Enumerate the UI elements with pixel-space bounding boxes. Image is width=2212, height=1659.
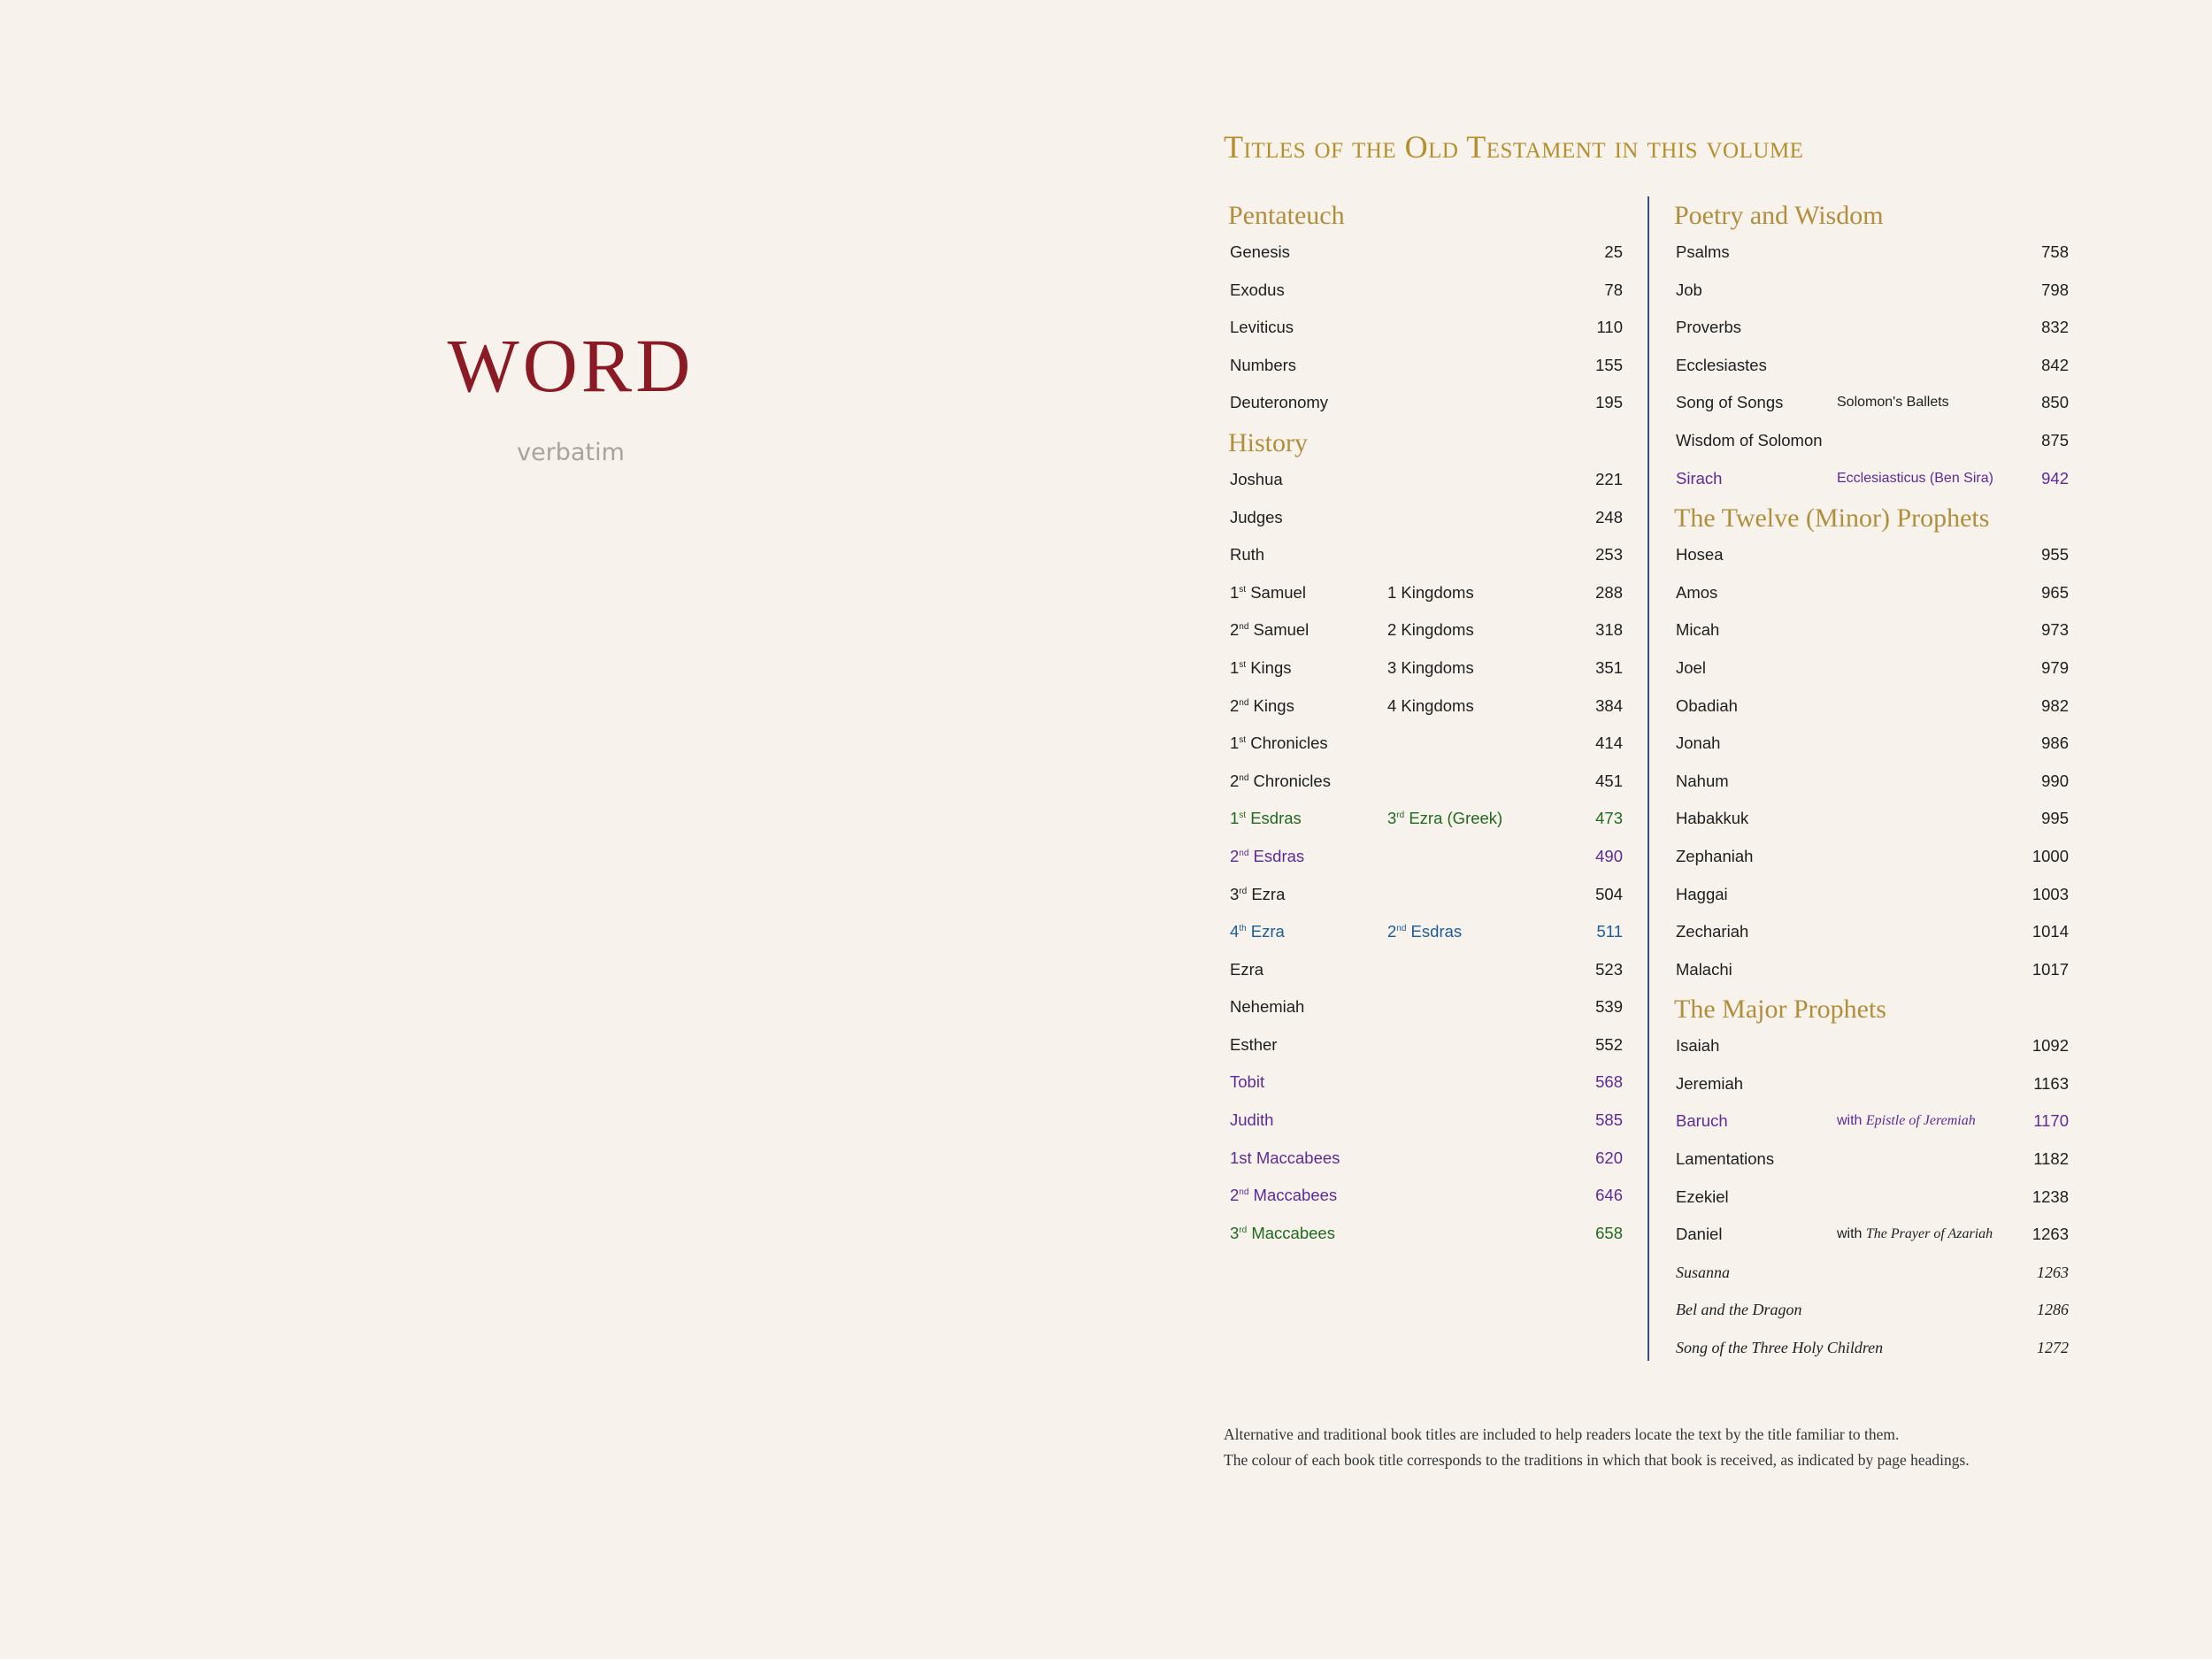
toc-entry[interactable] [1228, 461, 1623, 499]
footnote-line: Alternative and traditional book titles are included to help readers locate the text by the title familiar to them. [1224, 1425, 1900, 1443]
book-title [1676, 800, 1748, 838]
book-name: Zechariah [1676, 922, 1749, 941]
ordinal-number: 1 [1230, 809, 1240, 828]
page-number: 318 [1595, 620, 1623, 640]
book-name: Song of the Three Holy Children [1676, 1339, 1884, 1357]
section-heading: Pentateuch [1228, 201, 1345, 230]
section-heading: The Twelve (Minor) Prophets [1674, 503, 1990, 534]
page-number: 986 [2041, 733, 2069, 753]
toc-entry[interactable] [1228, 838, 1623, 876]
book-name: Kings [1248, 695, 1294, 715]
book-name: Wisdom of Solomon [1676, 430, 1823, 449]
page-number: 1000 [2032, 846, 2069, 865]
page-number: 248 [1595, 507, 1623, 526]
page-number: 798 [2041, 280, 2069, 299]
page-number: 1263 [2032, 1225, 2069, 1244]
toc-entry[interactable] [1228, 800, 1623, 838]
ordinal-suffix: nd [1239, 1187, 1249, 1198]
book-name: Chronicles [1246, 733, 1328, 753]
page-number: 1017 [2032, 959, 2069, 979]
section-heading: The Major Prophets [1674, 995, 1886, 1025]
book-title [1676, 1216, 1722, 1254]
book-title [1676, 1141, 1774, 1179]
brand-block [372, 323, 770, 466]
book-title [1230, 876, 1285, 914]
book-name: Kings [1246, 657, 1292, 677]
book-name: Maccabees [1247, 1223, 1335, 1242]
toc-entry[interactable] [1228, 611, 1623, 649]
book-title [1676, 1291, 1801, 1329]
book-name: Samuel [1248, 620, 1310, 640]
page-number: 25 [1604, 242, 1623, 261]
book-name: Lamentations [1676, 1149, 1775, 1169]
book-name: Ezekiel [1676, 1187, 1729, 1206]
ordinal-suffix: nd [1239, 697, 1249, 708]
book-name: Psalms [1676, 242, 1730, 261]
book-name: Baruch [1676, 1111, 1728, 1131]
page-number: 646 [1595, 1186, 1623, 1205]
toc-entry[interactable] [1674, 1065, 2069, 1103]
page-number: 942 [2041, 468, 2069, 488]
page-number: 110 [1596, 318, 1623, 337]
book-title [1676, 649, 1706, 687]
book-name: Joshua [1230, 469, 1283, 488]
book-title [1230, 838, 1304, 876]
toc-entry[interactable] [1228, 499, 1623, 537]
alternate-title [1837, 1102, 1976, 1141]
toc-entry[interactable] [1228, 536, 1623, 574]
book-name: Ezra [1247, 884, 1286, 903]
toc-entry[interactable] [1228, 1064, 1623, 1102]
book-title [1676, 384, 1783, 422]
book-title [1230, 988, 1304, 1026]
page-number: 995 [2041, 809, 2069, 828]
toc-entry[interactable] [1228, 1177, 1623, 1215]
ordinal-suffix: st [1239, 584, 1247, 595]
book-title [1676, 913, 1748, 951]
book-name: Daniel [1676, 1225, 1723, 1244]
ordinal-number: 2 [1387, 922, 1397, 941]
book-title [1230, 687, 1294, 726]
book-title [1676, 951, 1732, 989]
book-title [1676, 1102, 1728, 1141]
page-number: 473 [1595, 809, 1623, 828]
alternate-title [1387, 687, 1474, 726]
page-number: 78 [1604, 280, 1623, 299]
toc-entry[interactable] [1228, 725, 1623, 763]
toc-entry[interactable] [1674, 687, 2069, 726]
alternate-name: The Prayer of Azariah [1865, 1226, 1993, 1242]
ordinal-number: 2 [1230, 695, 1240, 715]
book-title [1230, 536, 1264, 574]
ordinal-number: 2 [1230, 620, 1240, 640]
page-number: 758 [2041, 242, 2069, 261]
book-title [1676, 347, 1767, 385]
toc-entry[interactable] [1674, 611, 2069, 649]
toc-entry[interactable] [1674, 1329, 2069, 1367]
ordinal-suffix: rd [1239, 1225, 1248, 1235]
page-number: 1238 [2032, 1187, 2069, 1206]
alternate-prefix: with [1837, 1226, 1866, 1242]
book-title [1676, 611, 1719, 649]
book-title [1676, 1027, 1719, 1065]
book-name: Nahum [1676, 771, 1729, 790]
alternate-name: 2 Kingdoms [1387, 620, 1474, 640]
toc-entry[interactable] [1674, 347, 2069, 385]
book-title [1230, 461, 1283, 499]
book-title [1230, 913, 1285, 951]
book-title [1676, 422, 1823, 460]
toc-entry[interactable] [1228, 951, 1623, 989]
page-number: 973 [2041, 620, 2069, 640]
toc-entry[interactable] [1674, 1102, 2069, 1141]
page-number: 1272 [2037, 1339, 2069, 1357]
alternate-name: 1 Kingdoms [1387, 582, 1474, 602]
page-number: 155 [1595, 355, 1623, 374]
book-title [1676, 838, 1753, 876]
book-name: Habakkuk [1676, 809, 1749, 828]
book-name: Isaiah [1676, 1036, 1720, 1056]
toc-entry[interactable] [1674, 800, 2069, 838]
book-title [1230, 574, 1306, 612]
page-number: 451 [1595, 771, 1623, 790]
book-name: Chronicles [1248, 771, 1331, 790]
toc-entry[interactable] [1674, 1141, 2069, 1179]
alternate-name: Esdras [1406, 922, 1463, 941]
book-title [1676, 1065, 1743, 1103]
toc-entry[interactable] [1228, 1102, 1623, 1140]
book-name: Maccabees [1248, 1186, 1338, 1205]
column-divider [1647, 196, 1649, 1361]
toc-entry[interactable] [1228, 649, 1623, 687]
book-title [1230, 384, 1328, 422]
ordinal-suffix: rd [1396, 810, 1405, 821]
book-name: Esdras [1246, 809, 1302, 828]
book-name: Hosea [1676, 545, 1724, 565]
toc-entry[interactable] [1228, 763, 1623, 801]
toc-entry[interactable] [1228, 272, 1623, 310]
book-title [1230, 1177, 1337, 1215]
brand-subtitle: verbatim [517, 439, 625, 466]
ordinal-number: 3 [1230, 1223, 1240, 1242]
alternate-name: Solomon's Ballets [1837, 395, 1949, 411]
toc-entry[interactable] [1228, 234, 1623, 272]
book-title [1230, 951, 1263, 989]
book-name: Jonah [1676, 733, 1721, 753]
book-title [1676, 876, 1728, 914]
page-number: 1014 [2032, 922, 2069, 941]
ordinal-number: 1 [1230, 582, 1240, 602]
toc-entry[interactable] [1674, 384, 2069, 422]
book-title [1230, 800, 1302, 838]
book-title [1230, 1102, 1273, 1140]
toc-entry[interactable] [1228, 687, 1623, 726]
ordinal-number: 2 [1230, 846, 1240, 865]
ordinal-suffix: nd [1239, 848, 1249, 858]
alternate-prefix: with [1837, 1113, 1866, 1129]
book-name: Esther [1230, 1034, 1278, 1054]
book-name: Samuel [1246, 582, 1306, 602]
toc-entry[interactable] [1228, 876, 1623, 914]
ordinal-suffix: st [1239, 735, 1247, 746]
book-title [1230, 234, 1290, 272]
toc-entry[interactable] [1674, 649, 2069, 687]
toc-entry[interactable] [1674, 951, 2069, 989]
page-number: 1170 [2033, 1111, 2069, 1131]
book-title [1676, 309, 1741, 347]
footnote [1224, 1422, 1970, 1473]
page-number: 842 [2041, 355, 2069, 374]
toc-column-right [1674, 195, 2069, 1367]
book-title [1230, 272, 1285, 310]
page-number: 504 [1595, 884, 1623, 903]
book-name: 1st Maccabees [1230, 1148, 1340, 1167]
section-heading: Poetry and Wisdom [1674, 201, 1884, 230]
book-title [1230, 347, 1296, 385]
toc-entry[interactable] [1674, 272, 2069, 310]
toc-entry[interactable] [1228, 1026, 1623, 1064]
toc-entry[interactable] [1228, 347, 1623, 385]
toc-entry[interactable] [1228, 574, 1623, 612]
alternate-title [1837, 384, 1949, 422]
page-number: 253 [1595, 545, 1623, 565]
toc-entry[interactable] [1674, 234, 2069, 272]
book-name: Amos [1676, 582, 1718, 602]
book-name: Obadiah [1676, 695, 1738, 715]
book-name: Ezra [1230, 959, 1264, 979]
book-name: Judges [1230, 507, 1283, 526]
book-name: Esdras [1248, 846, 1305, 865]
book-name: Song of Songs [1676, 393, 1784, 412]
ordinal-number: 1 [1230, 733, 1240, 753]
ordinal-suffix: st [1239, 659, 1247, 670]
page-number: 1003 [2032, 884, 2069, 903]
alternate-title [1387, 574, 1474, 612]
book-name: Deuteronomy [1230, 393, 1329, 412]
toc-entry[interactable] [1674, 574, 2069, 612]
book-name: Tobit [1230, 1072, 1265, 1092]
toc-entry[interactable] [1674, 913, 2069, 951]
page-number: 585 [1595, 1110, 1623, 1130]
book-title [1676, 1179, 1729, 1217]
toc-entry[interactable] [1674, 460, 2069, 498]
book-title [1676, 460, 1722, 498]
book-name: Joel [1676, 657, 1706, 677]
book-name: Micah [1676, 620, 1720, 640]
book-name: Ezra [1246, 922, 1285, 941]
book-title [1676, 536, 1723, 574]
page-number: 982 [2041, 695, 2069, 715]
alternate-title [1837, 460, 1993, 498]
book-title [1676, 687, 1738, 726]
alternate-name: Ezra (Greek) [1404, 809, 1503, 828]
toc-column-left [1228, 195, 1623, 1252]
footnote-line: The colour of each book title corresponds to the traditions in which that book is received, as indicated by page headings. [1224, 1451, 1970, 1469]
toc-entry[interactable] [1674, 1254, 2069, 1292]
page-number: 539 [1595, 997, 1623, 1017]
page-number: 195 [1595, 393, 1623, 412]
toc-entry[interactable] [1674, 876, 2069, 914]
ordinal-number: 2 [1230, 1186, 1240, 1205]
toc-entry[interactable] [1674, 725, 2069, 763]
toc-entry[interactable] [1674, 309, 2069, 347]
book-title [1230, 1215, 1335, 1253]
book-name: Ecclesiastes [1676, 355, 1767, 374]
book-title [1676, 574, 1717, 612]
toc-entry[interactable] [1228, 988, 1623, 1026]
toc-entry[interactable] [1674, 1291, 2069, 1329]
toc-entry[interactable] [1674, 763, 2069, 801]
page-number: 221 [1595, 469, 1623, 488]
alternate-name: 3 Kingdoms [1387, 657, 1474, 677]
page-number: 1286 [2037, 1301, 2069, 1319]
page-number: 1263 [2037, 1263, 2069, 1281]
book-name: Zephaniah [1676, 846, 1754, 865]
page-number: 990 [2041, 771, 2069, 790]
page-number: 1092 [2032, 1036, 2069, 1056]
book-name: Ruth [1230, 545, 1265, 565]
book-name: Numbers [1230, 355, 1297, 374]
page-number: 568 [1595, 1072, 1623, 1092]
book-title [1676, 1254, 1730, 1292]
ordinal-number: 3 [1230, 884, 1240, 903]
page-number: 620 [1595, 1148, 1623, 1167]
book-title [1230, 309, 1294, 347]
book-title [1676, 234, 1730, 272]
book-name: Bel and the Dragon [1676, 1301, 1802, 1319]
book-title [1676, 725, 1720, 763]
alternate-name: 4 Kingdoms [1387, 695, 1474, 715]
toc-entry[interactable] [1228, 1140, 1623, 1178]
page-number: 1182 [2033, 1149, 2069, 1169]
book-title [1676, 272, 1702, 310]
book-title [1230, 649, 1292, 687]
ordinal-number: 3 [1387, 809, 1397, 828]
book-name: Proverbs [1676, 318, 1742, 337]
book-name: Job [1676, 280, 1702, 299]
toc-entry[interactable] [1228, 1215, 1623, 1253]
book-title [1230, 611, 1309, 649]
alternate-name: Ecclesiasticus (Ben Sira) [1837, 470, 1993, 486]
ordinal-number: 1 [1230, 657, 1240, 677]
page-number: 523 [1595, 959, 1623, 979]
page-number: 552 [1595, 1034, 1623, 1054]
page-number: 490 [1595, 846, 1623, 865]
page-number: 1163 [2033, 1073, 2069, 1093]
ordinal-suffix: st [1239, 810, 1247, 821]
book-title [1230, 1026, 1277, 1064]
book-name: Susanna [1676, 1263, 1731, 1281]
book-name: Jeremiah [1676, 1073, 1744, 1093]
book-title [1230, 725, 1328, 763]
page-number: 288 [1595, 582, 1623, 602]
ordinal-suffix: th [1239, 924, 1247, 934]
toc-entry[interactable] [1674, 838, 2069, 876]
toc-entry[interactable] [1674, 422, 2069, 460]
book-name: Malachi [1676, 959, 1732, 979]
book-title [1230, 763, 1331, 801]
book-title [1230, 499, 1283, 537]
book-name: Leviticus [1230, 318, 1294, 337]
toc-entry[interactable] [1228, 384, 1623, 422]
page-number: 658 [1595, 1223, 1623, 1242]
page-number: 955 [2041, 545, 2069, 565]
toc-entry[interactable] [1674, 536, 2069, 574]
brand-title: WORD [447, 323, 695, 408]
section-heading: History [1228, 427, 1308, 457]
page-number: 832 [2041, 318, 2069, 337]
book-name: Haggai [1676, 884, 1728, 903]
book-title [1230, 1140, 1340, 1178]
book-title [1676, 1329, 1883, 1367]
page-number: 875 [2041, 430, 2069, 449]
page-number: 414 [1595, 733, 1623, 753]
toc-entry[interactable] [1228, 913, 1623, 951]
alternate-title [1387, 800, 1502, 838]
toc-entry[interactable] [1674, 1179, 2069, 1217]
page-number: 511 [1596, 922, 1623, 941]
toc-title: Titles of the Old Testament in this volume [1224, 129, 1804, 165]
page-number: 979 [2041, 657, 2069, 677]
ordinal-suffix: nd [1239, 622, 1249, 633]
book-title [1676, 763, 1729, 801]
book-name: Sirach [1676, 468, 1723, 488]
book-name: Nehemiah [1230, 997, 1305, 1017]
book-name: Judith [1230, 1110, 1274, 1130]
book-title [1230, 1064, 1264, 1102]
book-name: Genesis [1230, 242, 1290, 261]
page-number: 850 [2041, 393, 2069, 412]
alternate-title [1387, 611, 1474, 649]
toc-entry[interactable] [1674, 1027, 2069, 1065]
ordinal-suffix: rd [1239, 886, 1248, 896]
ordinal-number: 2 [1230, 771, 1240, 790]
alternate-name: Epistle of Jeremiah [1865, 1113, 1976, 1129]
ordinal-suffix: nd [1239, 772, 1249, 783]
page-number: 384 [1595, 695, 1623, 715]
book-name: Exodus [1230, 280, 1285, 299]
alternate-title [1387, 649, 1474, 687]
alternate-title [1387, 913, 1462, 951]
page-number: 351 [1595, 657, 1623, 677]
ordinal-number: 4 [1230, 922, 1240, 941]
toc-entry[interactable] [1674, 1216, 2069, 1254]
page-number: 965 [2041, 582, 2069, 602]
toc-entry[interactable] [1228, 309, 1623, 347]
ordinal-suffix: nd [1396, 924, 1407, 934]
alternate-title [1837, 1216, 1993, 1254]
